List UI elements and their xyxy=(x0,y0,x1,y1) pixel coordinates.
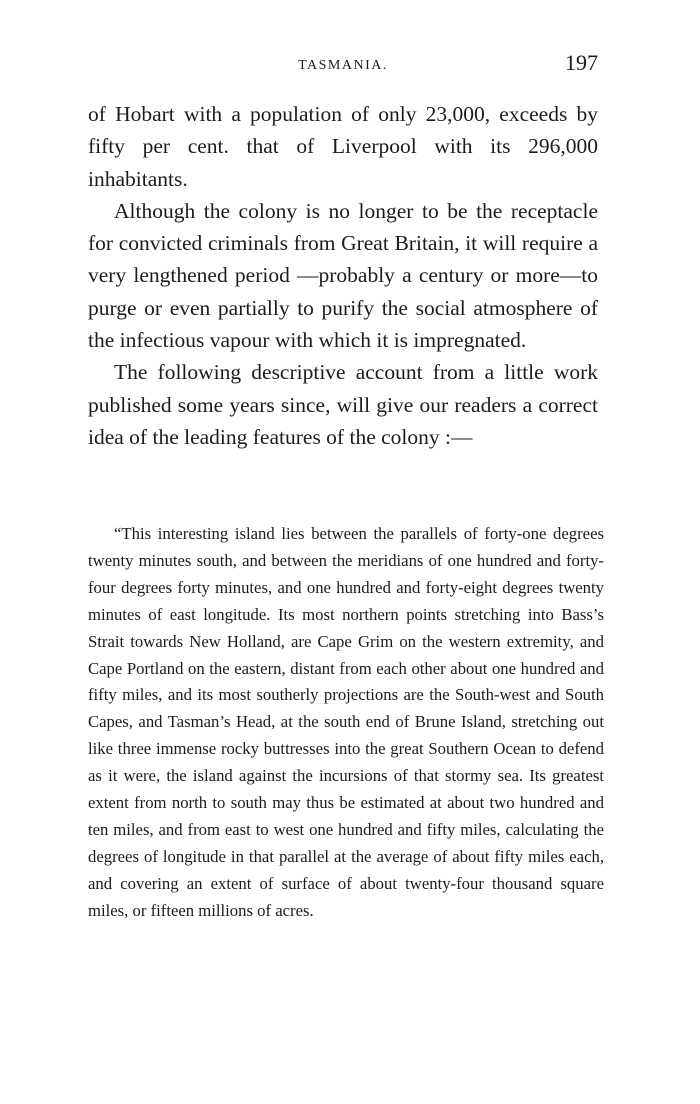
paragraph-colony: Although the colony is no longer to be the receptacle for convicted criminals from Great Britain, it will require a very lengthened period —probably a century or more—to purge or even partially to purify the social atmosphere of the infectious vapour with which it is impregnated. xyxy=(88,198,598,353)
running-title: TASMANIA. xyxy=(298,58,388,73)
page-header xyxy=(88,50,598,80)
paragraph-introduction: The following descriptive account from a little work published some years since, will give our readers a correct idea of the leading features of the colony :— xyxy=(88,360,598,449)
paragraph-continuation: of Hobart with a population of only 23,000, exceeds by fifty per cent. that of Liverpool with its 296,000 inhabitants. xyxy=(88,102,598,191)
body-text xyxy=(88,98,598,453)
block-quotation: “This interesting island lies between the parallels of forty-one degrees twenty minutes south, and between the meridians of one hundred and forty-four degrees forty minutes, and one hundred and forty-eight degrees twenty minutes of east longitude. Its most northern points stretching into Bass’s Strait towards New Holland, are Cape Grim on the western extremity, and Cape Portland on the eastern, distant from each other about one hundred and fifty miles, and its most southerly projections are the South-west and South Capes, and Tasman’s Head, at the south end of Brune Island, stretching out like three immense rocky buttresses into the great Southern Ocean to defend as it were, the island against the incursions of that stormy sea. Its greatest extent from north to south may thus be estimated at about two hundred and ten miles, and from east to west one hundred and fifty miles, calculating the degrees of longitude in that parallel at the average of about fifty miles each, and covering an extent of surface of about twenty-four thousand square miles, or fifteen millions of acres. xyxy=(88,524,604,920)
page-number: 197 xyxy=(565,50,598,75)
